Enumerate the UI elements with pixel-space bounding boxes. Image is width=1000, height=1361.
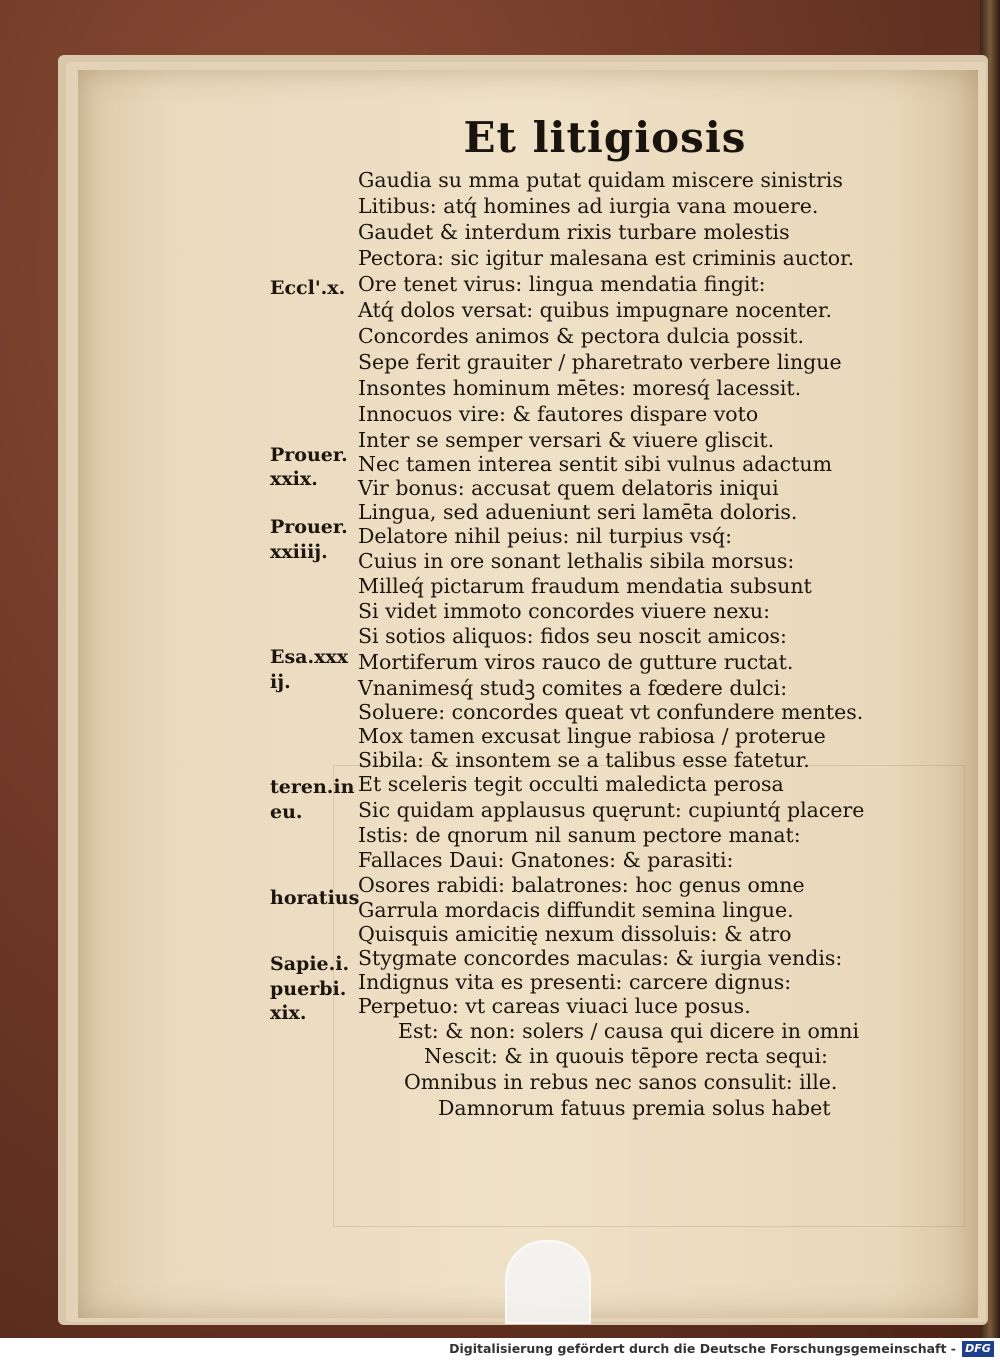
- text-line: Mox tamen excusat lingue rabiosa / proterue: [358, 724, 826, 748]
- text-line: Vnanimesq́ studꝫ comites a fœdere dulci:: [358, 676, 788, 700]
- text-line: Indignus vita es presenti: carcere dignus:: [358, 970, 792, 994]
- text-line: Inter se semper versari & viuere gliscit.: [358, 428, 775, 452]
- marginal-note: eu.: [270, 801, 303, 823]
- text-line: Ore tenet virus: lingua mendatia fingit:: [358, 272, 766, 296]
- marginal-note: Esa.xxx: [270, 646, 349, 668]
- funding-notice: Digitalisierung gefördert durch die Deutsche Forschungsgemeinschaft -: [449, 1341, 956, 1356]
- text-line: Omnibus in rebus nec sanos consulit: ille.: [404, 1070, 838, 1094]
- text-line: Gaudet & interdum rixis turbare molestis: [358, 220, 790, 244]
- marginal-note: xxiiij.: [270, 541, 328, 563]
- footer-bar: [0, 1338, 1000, 1361]
- text-line: Fallaces Daui: Gnatones: & parasiti:: [358, 848, 734, 872]
- text-line: Mortiferum viros rauco de gutture ructat.: [358, 650, 794, 674]
- text-line: Quisquis amicitię nexum dissoluis: & atro: [358, 922, 792, 946]
- text-line: Lingua, sed adueniunt seri lamēta doloris.: [358, 500, 798, 524]
- text-line: Si videt immoto concordes viuere nexu:: [358, 599, 771, 623]
- text-line: Litibus: atq́ homines ad iurgia vana mouere.: [358, 194, 819, 218]
- text-line: Nec tamen interea sentit sibi vulnus adactum: [358, 452, 833, 476]
- text-line: Istis: de qnorum nil sanum pectore manat:: [358, 823, 801, 847]
- text-line: Damnorum fatuus premia solus habet: [438, 1096, 831, 1120]
- text-line: Sibila: & insontem se a talibus esse fatetur.: [358, 748, 810, 772]
- text-line: Pectora: sic igitur malesana est criminis auctor.: [358, 246, 855, 270]
- marginal-note: xix.: [270, 1002, 307, 1024]
- marginal-note: horatius: [270, 887, 360, 909]
- text-line: Si sotios aliquos: fidos seu noscit amicos:: [358, 624, 787, 648]
- marginal-note: teren.in: [270, 776, 355, 798]
- marginal-note: xxix.: [270, 468, 318, 490]
- text-line: Atq́ dolos versat: quibus impugnare nocenter.: [358, 298, 832, 322]
- text-line: Vir bonus: accusat quem delatoris iniqui: [358, 476, 779, 500]
- text-line: Nescit: & in quouis tēpore recta sequi:: [424, 1044, 828, 1068]
- text-line: Insontes hominum mētes: moresq́ lacessit.: [358, 376, 802, 400]
- text-line: Et sceleris tegit occulti maledicta perosa: [358, 772, 784, 796]
- text-line: Gaudia su mma putat quidam miscere sinistris: [358, 168, 843, 192]
- text-line: Soluere: concordes queat vt confundere mentes.: [358, 700, 864, 724]
- text-line: Osores rabidi: balatrones: hoc genus omne: [358, 873, 805, 897]
- text-line: Innocuos vire: & fautores dispare voto: [358, 402, 759, 426]
- text-line: Delatore nihil peius: nil turpius vsq́:: [358, 524, 733, 548]
- text-line: Sepe ferit grauiter / pharetrato verbere lingue: [358, 350, 842, 374]
- text-line: Stygmate concordes maculas: & iurgia vendis:: [358, 946, 843, 970]
- page-title: Et litigiosis: [463, 113, 747, 162]
- text-line: Sic quidam applausus quęrunt: cupiuntq́ placere: [358, 798, 865, 822]
- text-line: Cuius in ore sonant lethalis sibila morsus:: [358, 549, 795, 573]
- marginal-note: Eccl'.x.: [270, 277, 346, 299]
- marginal-note: Sapie.i.: [270, 953, 350, 975]
- marginal-note: ij.: [270, 671, 291, 693]
- marginal-note: puerbi.: [270, 978, 347, 1000]
- marginal-note: Prouer.: [270, 516, 348, 538]
- text-line: Est: & non: solers / causa qui dicere in omni: [398, 1019, 860, 1043]
- clip-tab: [505, 1240, 591, 1324]
- text-line: Concordes animos & pectora dulcia possit.: [358, 324, 805, 348]
- text-line: Milleq́ pictarum fraudum mendatia subsunt: [358, 574, 812, 598]
- dfg-logo: DFG: [962, 1341, 994, 1357]
- marginal-note: Prouer.: [270, 444, 348, 466]
- text-line: Garrula mordacis diffundit semina lingue.: [358, 898, 794, 922]
- text-line: Perpetuo: vt careas viuaci luce posus.: [358, 994, 751, 1018]
